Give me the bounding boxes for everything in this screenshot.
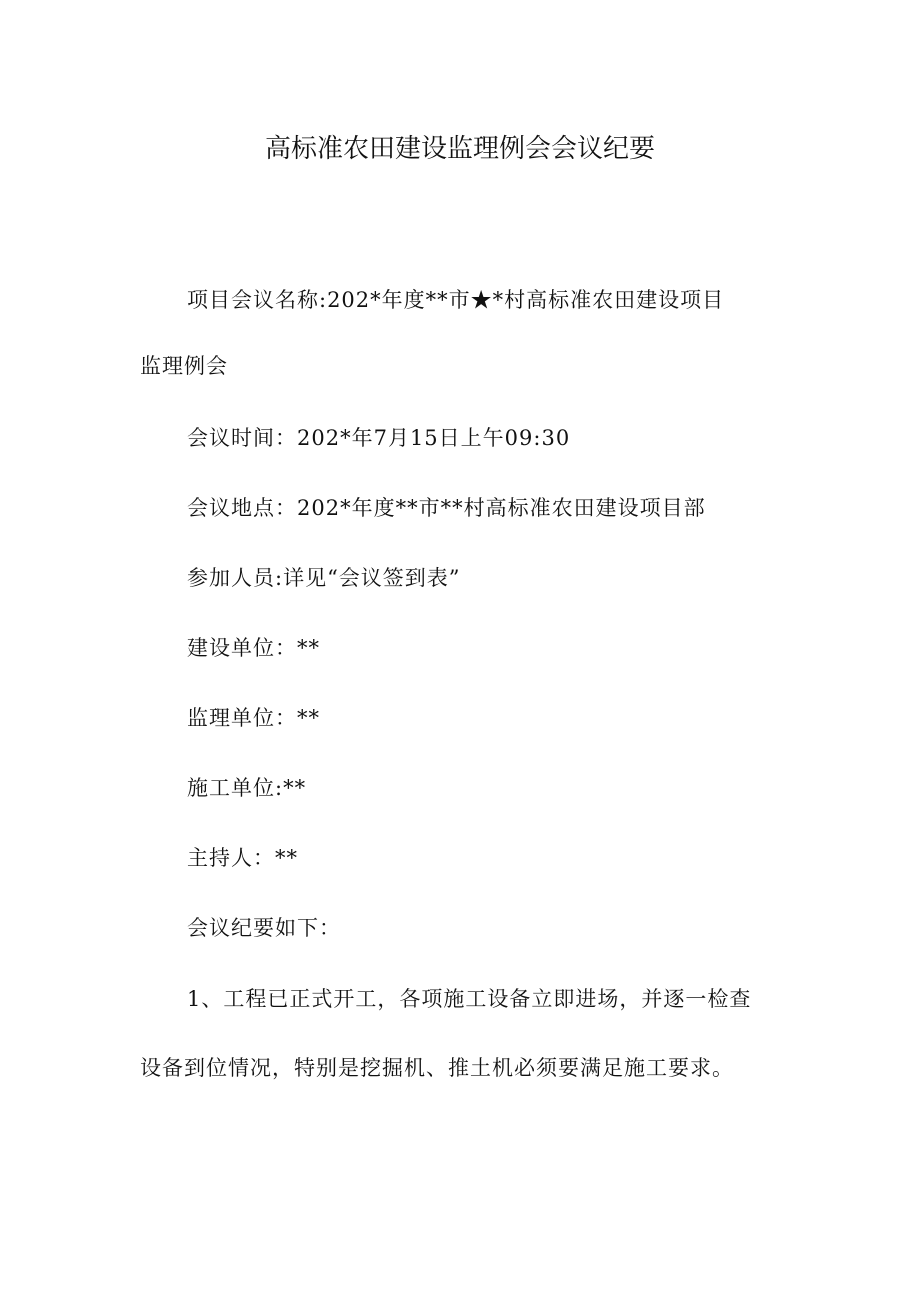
meeting-place: 会议地点：202*年度**市**村高标准农田建设项目部	[187, 496, 706, 520]
meeting-name-line-1: 项目会议名称:202*年度**市★*村高标准农田建设项目	[187, 288, 725, 312]
supervision-unit: 监理单位：**	[187, 706, 320, 730]
construction-owner: 建设单位：**	[187, 636, 320, 660]
minutes-item-1-line-2: 设备到位情况，特别是挖掘机、推土机必须要满足施工要求。	[140, 1056, 734, 1080]
attendees: 参加人员:详见“会议签到表”	[187, 566, 461, 590]
host: 主持人：**	[187, 846, 298, 870]
contractor: 施工单位:**	[187, 776, 307, 800]
minutes-item-1-line-1: 1、工程已正式开工，各项施工设备立即进场，并逐一检查	[187, 987, 752, 1011]
minutes-intro: 会议纪要如下：	[187, 916, 341, 940]
meeting-time: 会议时间：202*年7月15日上午09:30	[187, 426, 571, 450]
meeting-name-line-2: 监理例会	[140, 354, 228, 378]
document-title: 高标准农田建设监理例会会议纪要	[264, 134, 655, 164]
